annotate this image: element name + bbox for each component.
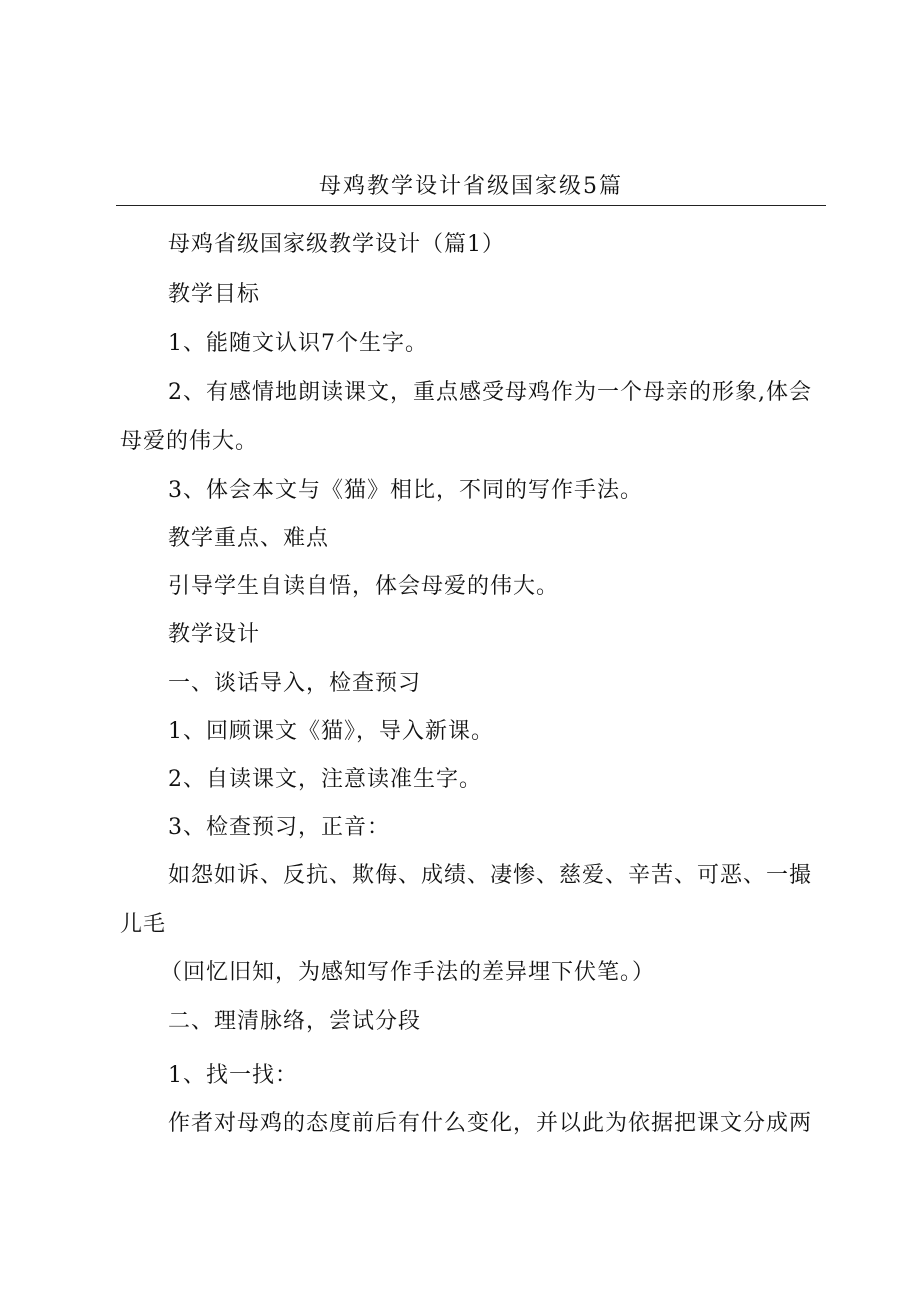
paragraph-line: 2、有感情地朗读课文，重点感受母鸡作为一个母亲的形象,体会 <box>168 380 812 405</box>
paragraph-line: 如怨如诉、反抗、欺侮、成绩、凄惨、慈爱、辛苦、可恶、一撮 <box>168 863 813 888</box>
paragraph-line: 2、自读课文，注意读准生字。 <box>168 767 482 792</box>
section-heading: 母鸡省级国家级教学设计（篇1） <box>168 232 505 257</box>
paragraph-line: 1、能随文认识7个生字。 <box>168 331 428 356</box>
paragraph-line: 一、谈话导入，检查预习 <box>168 671 422 696</box>
paragraph-line: 母爱的伟大。 <box>120 429 259 454</box>
paragraph-line: 儿毛 <box>120 912 167 937</box>
paragraph-line: 1、找一找： <box>168 1063 298 1088</box>
paragraph-line: 3、体会本文与《猫》相比，不同的写作手法。 <box>168 478 643 503</box>
paragraph-line: 教学设计 <box>168 622 261 647</box>
paragraph-line: 引导学生自读自悟，体会母爱的伟大。 <box>168 574 560 599</box>
paragraph-line: 作者对母鸡的态度前后有什么变化，并以此为依据把课文分成两 <box>168 1111 813 1136</box>
document-title: 母鸡教学设计省级国家级5篇 <box>319 174 623 199</box>
title-underline <box>116 205 826 206</box>
paragraph-line: 教学重点、难点 <box>168 526 330 551</box>
paragraph-line: 1、回顾课文《猫》，导入新课。 <box>168 719 494 744</box>
paragraph-line: （回忆旧知，为感知写作手法的差异埋下伏笔。） <box>160 960 656 985</box>
paragraph-line: 3、检查预习，正音： <box>168 815 390 840</box>
paragraph-line: 教学目标 <box>168 282 261 307</box>
paragraph-line: 二、理清脉络，尝试分段 <box>168 1009 422 1034</box>
